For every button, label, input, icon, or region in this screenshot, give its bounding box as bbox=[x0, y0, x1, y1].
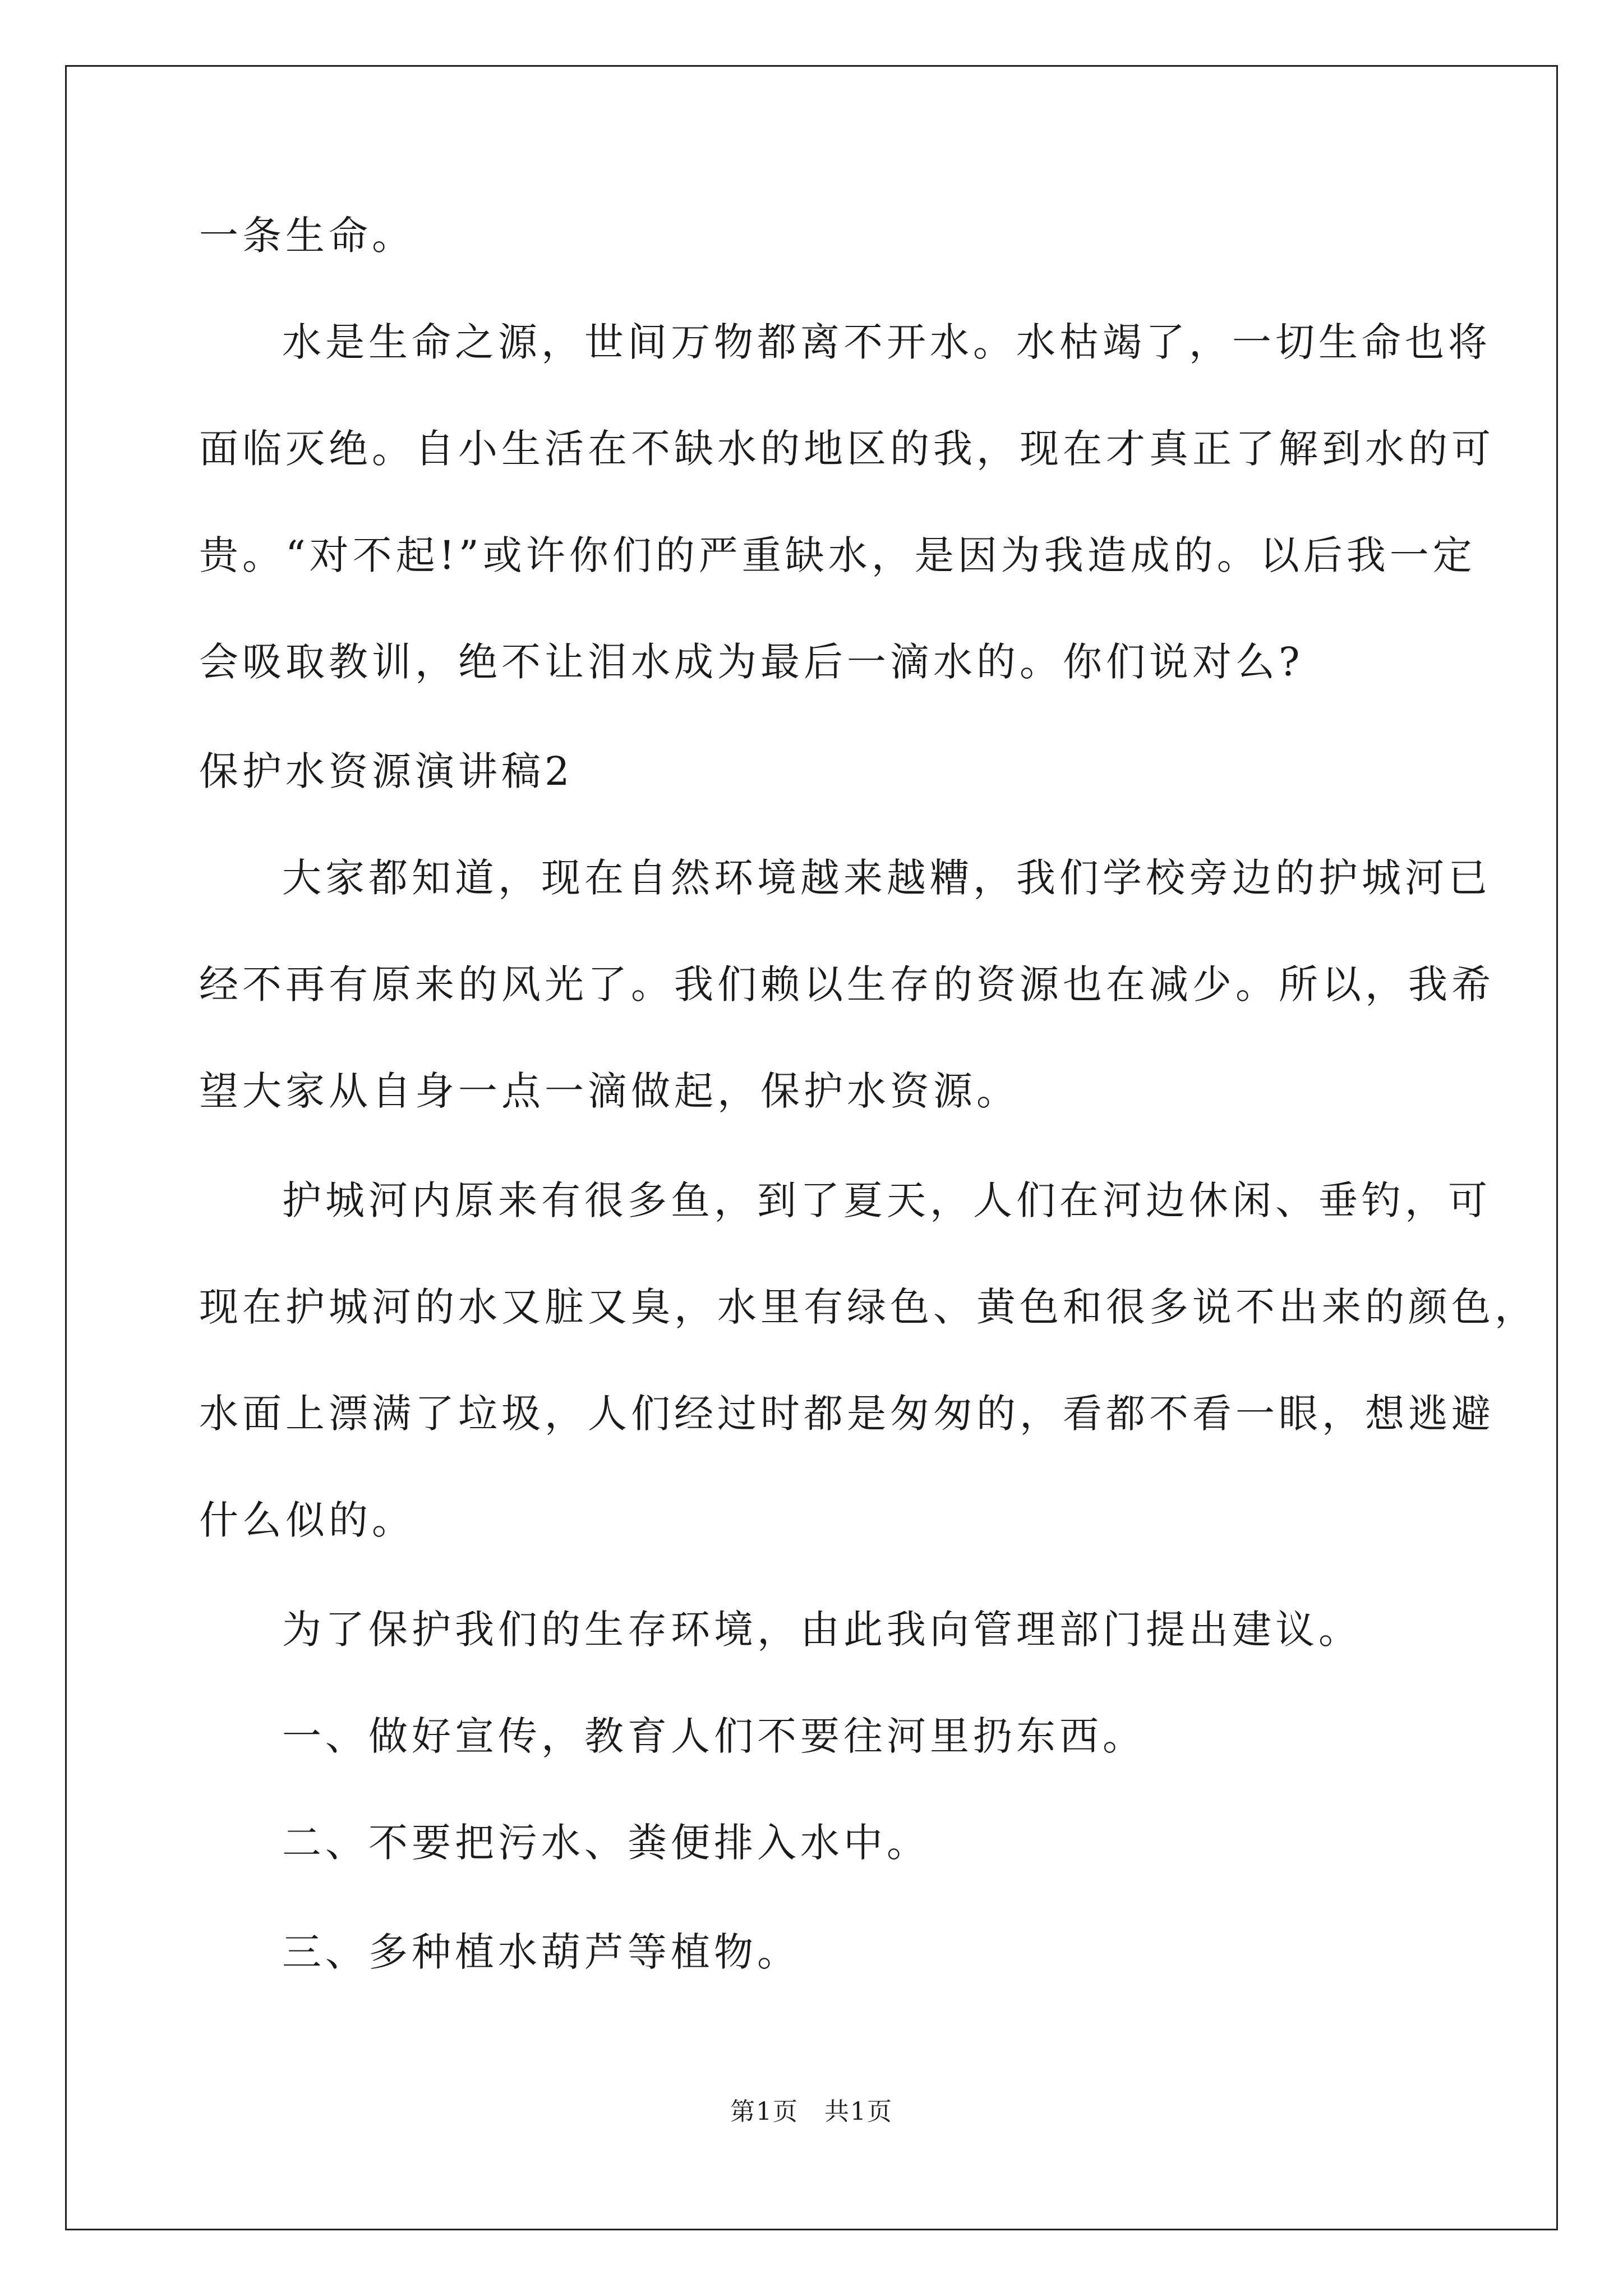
paragraph-line: 水面上漂满了垃圾，人们经过时都是匆匆的，看都不看一眼，想逃避 bbox=[199, 1391, 1495, 1437]
paragraph-line: 现在护城河的水又脏又臭，水里有绿色、黄色和很多说不出来的颜色， bbox=[199, 1284, 1538, 1330]
paragraph-line: 会吸取教训，绝不让泪水成为最后一滴水的。你们说对么? bbox=[199, 639, 1304, 685]
section-heading: 保护水资源演讲稿2 bbox=[199, 748, 574, 794]
page-number-footer: 第1页 共1页 bbox=[730, 2097, 893, 2126]
paragraph-line: 水是生命之源，世间万物都离不开水。水枯竭了，一切生命也将 bbox=[282, 319, 1491, 365]
paragraph-line: 大家都知道，现在自然环境越来越糟，我们学校旁边的护城河已 bbox=[282, 855, 1491, 901]
paragraph-line: 护城河内原来有很多鱼，到了夏天，人们在河边休闲、垂钓，可 bbox=[282, 1177, 1491, 1223]
list-item: 三、多种植水葫芦等植物。 bbox=[282, 1929, 800, 1975]
paragraph-line: 什么似的。 bbox=[199, 1497, 415, 1543]
list-item: 二、不要把污水、粪便排入水中。 bbox=[282, 1820, 930, 1866]
paragraph-line: 一条生命。 bbox=[199, 213, 415, 259]
paragraph-line: 望大家从自身一点一滴做起，保护水资源。 bbox=[199, 1068, 1020, 1114]
page-border bbox=[65, 65, 1558, 2230]
paragraph-line: 经不再有原来的风光了。我们赖以生存的资源也在减少。所以，我希 bbox=[199, 961, 1495, 1007]
paragraph-line: 为了保护我们的生存环境，由此我向管理部门提出建议。 bbox=[282, 1607, 1362, 1653]
paragraph-line: 贵。“对不起!”或许你们的严重缺水，是因为我造成的。以后我一定 bbox=[199, 532, 1476, 578]
list-item: 一、做好宣传，教育人们不要往河里扔东西。 bbox=[282, 1713, 1146, 1759]
paragraph-line: 面临灭绝。自小生活在不缺水的地区的我，现在才真正了解到水的可 bbox=[199, 426, 1495, 472]
